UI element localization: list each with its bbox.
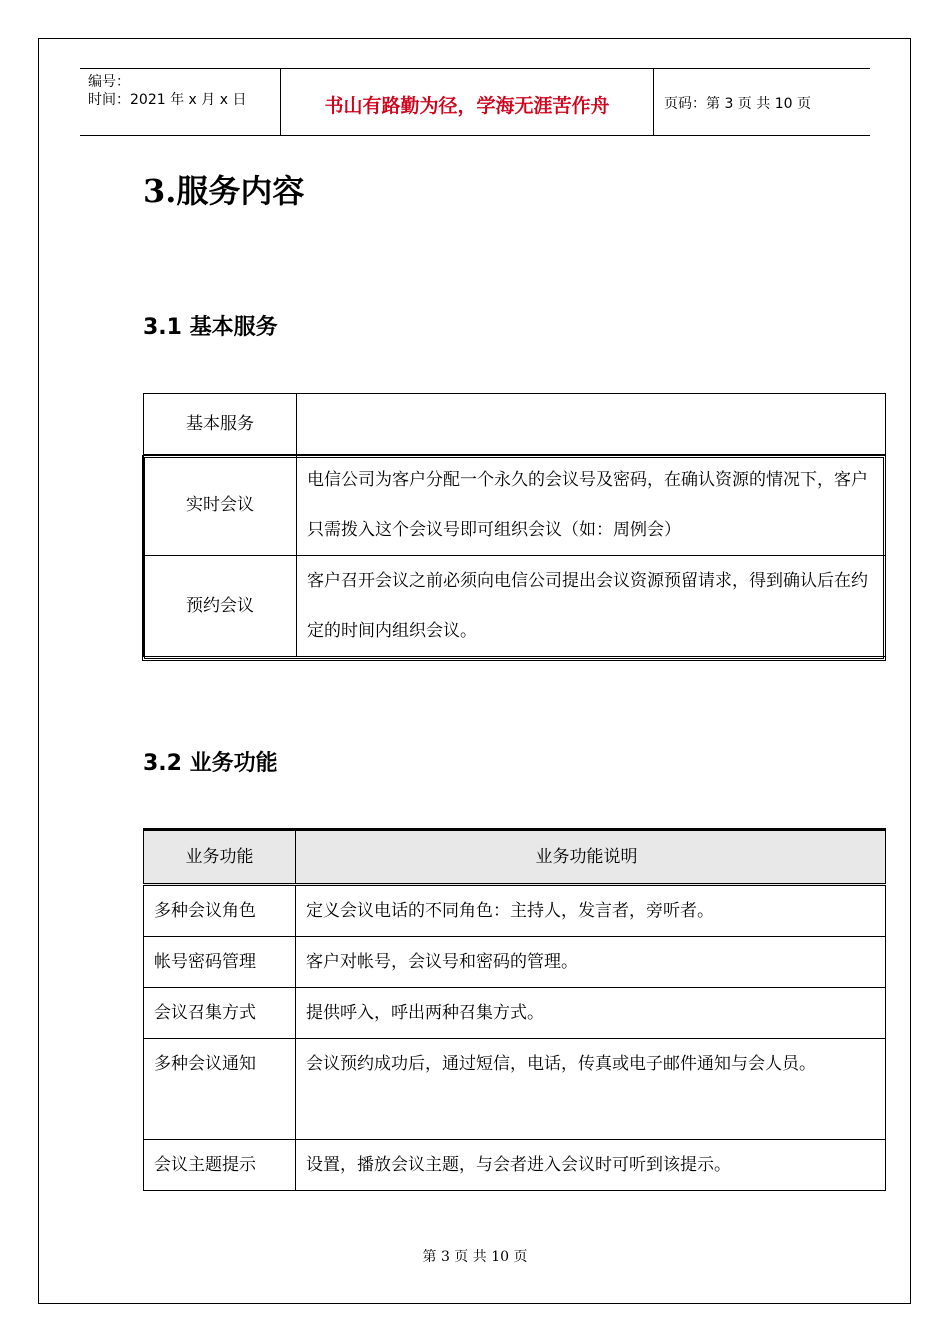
page-footer: 第 3 页 共 10 页 xyxy=(422,1249,528,1265)
function-description: 提供呼入，呼出两种召集方式。 xyxy=(296,988,886,1039)
header-page-info: 页码：第 3 页 共 10 页 xyxy=(664,96,811,112)
basic-service-heading: 3.1 基本服务 xyxy=(143,315,278,340)
table-header-row xyxy=(144,394,886,455)
function-description: 会议预约成功后，通过短信，电话，传真或电子邮件通知与会人员。 xyxy=(296,1039,886,1140)
basic-service-table xyxy=(143,393,886,657)
function-name: 多种会议角色 xyxy=(144,885,296,937)
service-description: 电信公司为客户分配一个永久的会议号及密码，在确认资源的情况下，客户只需拨入这个会议号即可组织会议（如：周例会） xyxy=(297,455,886,556)
document-number: 编号： xyxy=(88,74,130,90)
functions-heading: 3.2 业务功能 xyxy=(143,751,278,776)
table-row xyxy=(144,1140,886,1191)
function-name: 会议召集方式 xyxy=(144,988,296,1039)
table-row xyxy=(144,885,886,937)
table-row xyxy=(144,455,886,556)
service-name: 预约会议 xyxy=(144,556,297,657)
function-description: 定义会议电话的不同角色：主持人，发言者，旁听者。 xyxy=(296,885,886,937)
table-row xyxy=(144,937,886,988)
function-description: 客户对帐号，会议号和密码的管理。 xyxy=(296,937,886,988)
column-header-description: 业务功能说明 xyxy=(296,830,886,885)
table-row xyxy=(144,1039,886,1140)
table-header-row xyxy=(144,830,886,885)
function-description: 设置，播放会议主题，与会者进入会议时可听到该提示。 xyxy=(296,1140,886,1191)
function-name: 会议主题提示 xyxy=(144,1140,296,1191)
function-name: 帐号密码管理 xyxy=(144,937,296,988)
document-date: 时间：2021 年 x 月 x 日 xyxy=(88,92,247,108)
section-title: 3.服务内容 xyxy=(143,172,305,210)
function-name: 多种会议通知 xyxy=(144,1039,296,1140)
header-motto: 书山有路勤为径，学海无涯苦作舟 xyxy=(281,69,654,135)
functions-table xyxy=(143,828,886,1191)
service-description: 客户召开会议之前必须向电信公司提出会议资源预留请求，得到确认后在约定的时间内组织会议。 xyxy=(297,556,886,657)
basic-service-header-cell: 基本服务 xyxy=(144,394,297,455)
header-meta xyxy=(80,69,281,135)
service-name: 实时会议 xyxy=(144,455,297,556)
column-header-function: 业务功能 xyxy=(144,830,296,885)
page-header xyxy=(80,68,870,136)
table-row xyxy=(144,988,886,1039)
basic-service-header-empty xyxy=(297,394,886,455)
table-row xyxy=(144,556,886,657)
